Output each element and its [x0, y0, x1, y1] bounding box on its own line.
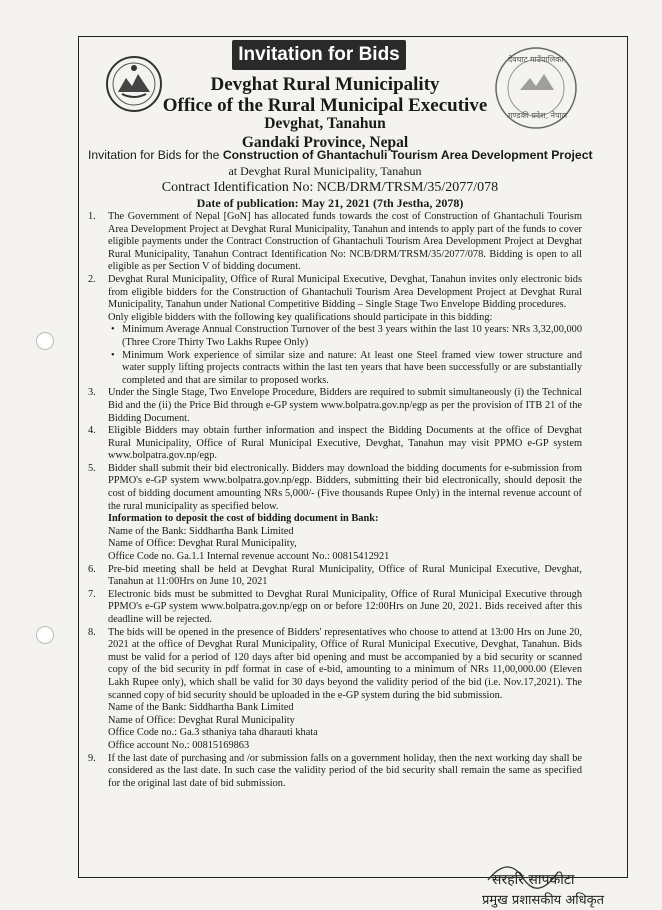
item-text: Pre-bid meeting shall be held at Devghat Rural Municipality, Office of Rural Municipal Executive, Devghat, Tanahun at 11:00Hrs on June 10, 2021 [108, 563, 582, 588]
item-text: Only eligible bidders with the following key qualifications should participate in this bidding: [108, 311, 493, 323]
svg-text:प्रमुख प्रशासकीय अधिकृत: प्रमुख प्रशासकीय अधिकृत [482, 893, 605, 908]
item-text: The bids will be opened in the presence of Bidders' representatives who choose to attend at 13:00 Hrs on June 20, 2021 at the office of Devghat Rural Municipality, Office of Rural Municipal Executive, Devghat, Tanahun. Bids must be valid for a period of 120 days after bid opening and must be accompanied by a bid security or scanned copy of the bid security in pdf format in case of e-bid, amounting to a minimum of NRs 11,00,000.00 (Eleven Lakh Rupee only), which shall be valid for 30 days beyond the validity period of the bid (i.e. Nov.17,2021). The scanned copy of bid security should be uploaded in the e-GP system during the bid submission. [108, 626, 582, 701]
item-text: Devghat Rural Municipality, Office of Rural Municipal Executive, Devghat, Tanahun invites only electronic bids from eligible bidders for the Construction of Ghantachuli Tourism Area Development Project at Devghat Rural Municipality, Tanahun under National Competitive Bidding – Single Stage Two Envelope Bidding procedures. [108, 273, 582, 311]
bank-info-line: Name of Office: Devghat Rural Municipality [108, 714, 295, 726]
item-number: 8. [88, 626, 96, 638]
municipality-seal-icon [488, 40, 584, 136]
ifb-line [88, 148, 593, 162]
item-text: The Government of Nepal [GoN] has allocated funds towards the cost of Construction of Ghantachuli Tourism Area Development Project at Devghat Rural Municipality, Tanahun and intends to apply part of the funds to cover eligible payments under the Contract Construction of Ghantachuli Tourism Area Development Project at Devghat Rural Municipality, Tanahun Contract Identification No: NCB/DRM/TRSM/35/2077/078. Bidding is open to all eligible as per Section V of bidding document. [108, 211, 582, 273]
item-number: 4. [88, 425, 96, 437]
bank-info-heading: Information to deposit the cost of bidding document in Bank: [108, 513, 379, 525]
item-text: Eligible Bidders may obtain further information and inspect the Bidding Documents at the office of Devghat Rural Municipality, Office of Rural Municipal Executive, Devghat, Tanahun may visit PPMO e-GP system www.bolpatra.gov.np/egp. [108, 425, 582, 462]
bullet-item [108, 324, 582, 349]
bullet-icon: • [111, 324, 115, 336]
contract-identification: Contract Identification No: NCB/DRM/TRSM/35/2077/078 [161, 180, 499, 195]
item-number: 6. [88, 563, 96, 575]
list-item [88, 387, 582, 425]
signature-stamp-icon [468, 850, 648, 910]
bank-info-line: Office Code no.: Ga.3 sthaniya taha dharauti khata [108, 727, 318, 739]
item-number: 3. [88, 387, 96, 399]
svg-text:देवघाट गाउँपालिका: देवघाट गाउँपालिका [508, 55, 564, 64]
bullet-text: Minimum Work experience of similar size and nature: At least one Steel framed view tower structure and water supply lifting projects contracts within the last ten years that have been successfully or are substantially completed and that are similar to proposed works. [122, 349, 582, 386]
office-name: Office of the Rural Municipal Executive [162, 95, 488, 116]
list-item [88, 463, 582, 564]
banner-invitation-for-bids: Invitation for Bids [232, 40, 406, 70]
item-number: 5. [88, 462, 96, 474]
list-item [88, 564, 582, 589]
punch-hole [36, 332, 54, 350]
bank-info-line: Office account No.: 00815169863 [108, 739, 250, 751]
item-number: 2. [88, 273, 96, 285]
svg-text:सरहरि सापकोटा: सरहरि सापकोटा [492, 872, 575, 888]
bullet-icon: • [111, 349, 115, 361]
item-number: 9. [88, 752, 96, 764]
ifb-location: at Devghat Rural Municipality, Tanahun [228, 164, 422, 178]
list-item [88, 589, 582, 627]
bank-info-line: Name of the Bank: Siddhartha Bank Limited [108, 525, 294, 537]
item-text: If the last date of purchasing and /or submission falls on a government holiday, then the next working day shall be considered as the last date. In such case the validity period of the bid security shall remain the same as specified for the original last date of bid submission. [108, 752, 582, 789]
bank-info-line: Office Code no. Ga.1.1 Internal revenue account No.: 00815412921 [108, 551, 390, 563]
ifb-prefix: Invitation for Bids for the [88, 148, 223, 162]
item-number: 1. [88, 211, 96, 222]
item-text: Bidder shall submit their bid electronically. Bidders may download the bidding documents for e-submission from PPMO's e-GP system www.bolpatra.gov.np/egp. Bidders, submitting their bid electronically, should deposit the cost of bidding document amounting NRs 5,000/- (Five thousands Rupee Only) in the internal revenue account of the rural municipality as specified below. [108, 462, 582, 512]
municipality-name: Devghat Rural Municipality [210, 74, 440, 95]
list-item [88, 274, 582, 387]
svg-text:गण्डकी प्रदेश, नेपाल: गण्डकी प्रदेश, नेपाल [508, 111, 568, 120]
item-text: Electronic bids must be submitted to Devghat Rural Municipality, Office of Rural Municipal Executive through PPMO's e-GP system www.bolpatra.gov.np/egp on or before 12:00Hrs on June 20, 2021. Bids received after this deadline will be rejected. [108, 588, 582, 625]
publication-date: Date of publication: May 21, 2021 (7th Jestha, 2078) [196, 196, 464, 210]
office-location: Devghat, Tanahun [264, 115, 386, 132]
bullet-item [108, 350, 582, 388]
bank-info-line: Name of Office: Devghat Rural Municipality, [108, 538, 297, 550]
list-item [88, 211, 582, 274]
list-item [88, 425, 582, 463]
item-number: 7. [88, 588, 96, 600]
ifb-project: Construction of Ghantachuli Tourism Area Development Project [222, 148, 593, 162]
bullet-text: Minimum Average Annual Construction Turnover of the best 3 years within the last 10 years: NRs 3,32,00,000 (Three Crore Thirty Two Lakhs Rupee Only) [122, 324, 582, 348]
list-item [88, 753, 582, 791]
province-name: Gandaki Province, Nepal [241, 134, 409, 151]
item-text: Under the Single Stage, Two Envelope Procedure, Bidders are required to submit simultaneously (i) the Technical Bid and the (ii) the Price Bid through e-GP system www.bolpatra.gov.np/egp as per the provision of ITB 21 of the Bidding Document. [108, 387, 582, 424]
document-body [88, 211, 582, 790]
punch-hole [36, 626, 54, 644]
bank-info-line: Name of the Bank: Siddhartha Bank Limited [108, 702, 294, 714]
list-item [88, 627, 582, 753]
